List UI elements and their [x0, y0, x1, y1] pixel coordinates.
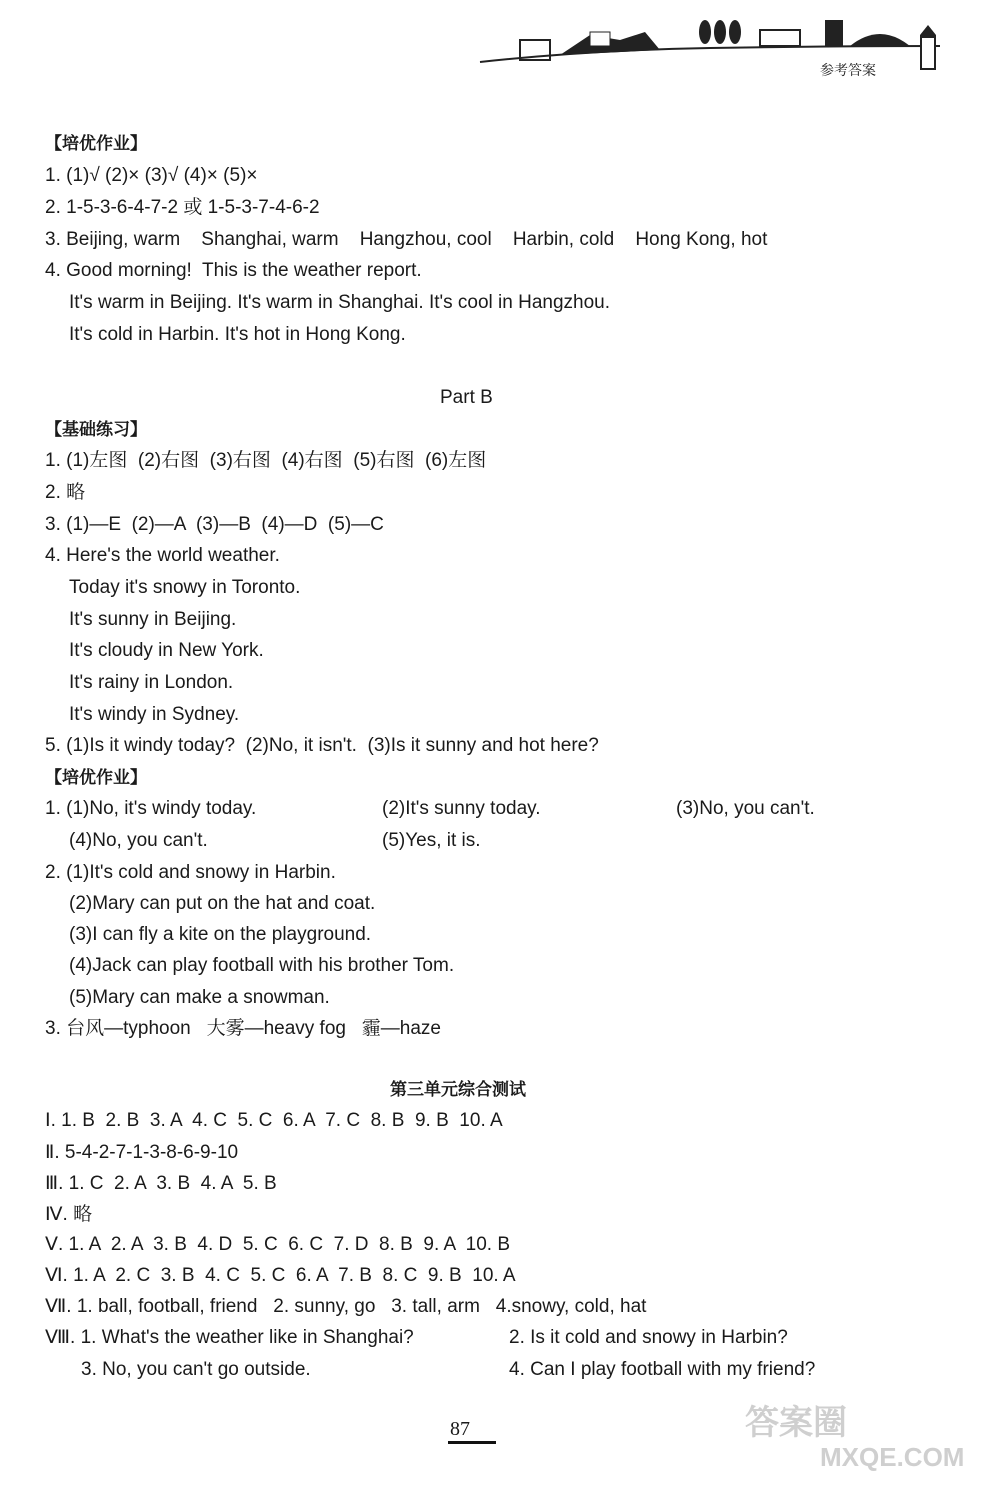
answer-line: Ⅳ. 略 [45, 1204, 93, 1225]
answer-line: It's rainy in London. [69, 672, 234, 693]
answer-line: 3. No, you can't go outside. [81, 1359, 311, 1380]
answer-line: 4. Here's the world weather. [45, 545, 280, 566]
answer-line: (4)Jack can play football with his brother Tom. [69, 955, 455, 976]
answer-line: 2. Is it cold and snowy in Harbin? [509, 1327, 788, 1348]
answer-line: It's cold in Harbin. It's hot in Hong Kong. [69, 324, 406, 345]
answer-line: Ⅲ. 1. C 2. A 3. B 4. A 5. B [45, 1173, 277, 1194]
section-title: 【培优作业】 [45, 768, 147, 788]
test-title: 第三单元综合测试 [390, 1080, 526, 1100]
section-title: 【基础练习】 [45, 420, 147, 440]
answer-line: (5)Yes, it is. [382, 830, 481, 851]
answer-line: Ⅵ. 1. A 2. C 3. B 4. C 5. C 6. A 7. B 8. C 9. B 10. A [45, 1265, 516, 1286]
answer-line: (5)Mary can make a snowman. [69, 987, 330, 1008]
answer-line: (3)I can fly a kite on the playground. [69, 924, 372, 945]
answer-line: 1. (1)No, it's windy today. [45, 798, 257, 819]
answer-line: 3. Beijing, warm Shanghai, warm Hangzhou, cool Harbin, cold Hong Kong, hot [45, 229, 768, 250]
answer-line: Ⅷ. 1. What's the weather like in Shanghai? [45, 1327, 414, 1348]
watermark-logo: 答案圈 [745, 1403, 847, 1443]
answer-line: 4. Good morning! This is the weather report. [45, 260, 422, 281]
answer-line: 2. 略 [45, 482, 86, 503]
answer-line: It's windy in Sydney. [69, 704, 240, 725]
answer-line: Ⅶ. 1. ball, football, friend 2. sunny, go 3. tall, arm 4.snowy, cold, hat [45, 1296, 647, 1317]
answer-line: 4. Can I play football with my friend? [509, 1359, 816, 1380]
answer-line: Ⅴ. 1. A 2. A 3. B 4. D 5. C 6. C 7. D 8. B 9. A 10. B [45, 1234, 511, 1255]
answer-line: (2)Mary can put on the hat and coat. [69, 893, 376, 914]
answer-line: (4)No, you can't. [69, 830, 208, 851]
answer-line: (3)No, you can't. [676, 798, 815, 819]
part-title: Part B [440, 387, 493, 408]
answer-line: 1. (1)√ (2)× (3)√ (4)× (5)× [45, 165, 258, 186]
page-number: 87 [450, 1418, 470, 1440]
answer-line: Ⅰ. 1. B 2. B 3. A 4. C 5. C 6. A 7. C 8. B 9. B 10. A [45, 1110, 503, 1131]
answer-line: 2. (1)It's cold and snowy in Harbin. [45, 862, 336, 883]
section-title: 【培优作业】 [45, 134, 147, 154]
answer-line: It's warm in Beijing. It's warm in Shanghai. It's cool in Hangzhou. [69, 292, 611, 313]
watermark-url: MXQE.COM [820, 1442, 965, 1472]
answer-line: It's cloudy in New York. [69, 640, 264, 661]
answer-line: 3. (1)—E (2)—A (3)—B (4)—D (5)—C [45, 514, 384, 535]
answer-line: 2. 1-5-3-6-4-7-2 或 1-5-3-7-4-6-2 [45, 197, 320, 218]
header-label: 参考答案 [820, 63, 876, 79]
answer-line: (2)It's sunny today. [382, 798, 541, 819]
answer-line: 5. (1)Is it windy today? (2)No, it isn't. (3)Is it sunny and hot here? [45, 735, 599, 756]
answer-line: Ⅱ. 5-4-2-7-1-3-8-6-9-10 [45, 1142, 239, 1163]
page-number-underline [448, 1441, 496, 1444]
answer-line: Today it's snowy in Toronto. [69, 577, 301, 598]
header-illustration [470, 10, 950, 85]
answer-line: It's sunny in Beijing. [69, 609, 237, 630]
answer-line: 1. (1)左图 (2)右图 (3)右图 (4)右图 (5)右图 (6)左图 [45, 450, 487, 471]
answer-line: 3. 台风—typhoon 大雾—heavy fog 霾—haze [45, 1018, 442, 1039]
